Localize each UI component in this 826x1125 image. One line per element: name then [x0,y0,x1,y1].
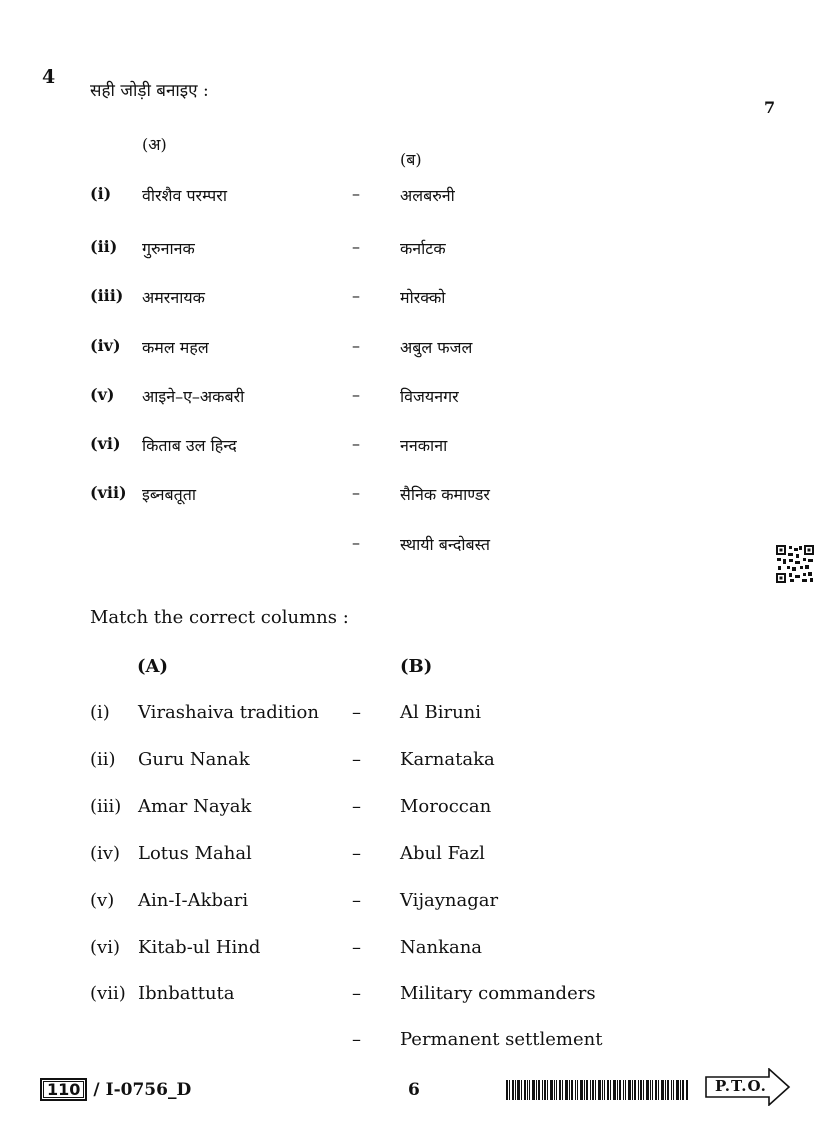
english-row [0,796,826,826]
row-dash: – [352,983,361,1004]
row-number: (iii) [90,796,122,817]
row-match: ननकाना [400,436,448,455]
row-number: (v) [90,385,115,404]
question-marks: 7 [764,98,776,117]
hindi-row [0,184,826,214]
row-number: (ii) [90,749,116,770]
english-row [0,749,826,779]
row-match: स्थायी बन्दोबस्त [400,535,490,554]
row-item: कमल महल [142,338,209,357]
row-item: Guru Nanak [138,749,250,770]
row-dash: – [352,184,360,203]
row-match: Moroccan [400,796,492,817]
row-match: Abul Fazl [400,843,485,864]
row-match: Karnataka [400,749,495,770]
row-dash: – [352,286,360,305]
row-number: (vii) [90,983,126,1004]
row-dash: – [352,749,361,770]
row-dash: – [352,336,360,355]
row-number: (vi) [90,434,121,453]
hindi-row [0,533,826,563]
hindi-row [0,385,826,415]
row-match: अबुल फजल [400,338,473,357]
pto-label: P.T.O. [715,1077,767,1095]
hindi-row [0,237,826,267]
english-row [0,937,826,967]
hindi-column-a-heading: (अ) [142,135,167,154]
row-number: (vii) [90,483,127,502]
hindi-row [0,483,826,513]
row-match: अलबरुनी [400,186,455,205]
row-dash: – [352,890,361,911]
row-dash: – [352,434,360,453]
english-instruction: Match the correct columns : [90,607,349,628]
english-column-b-heading: (B) [400,656,433,677]
row-number: (ii) [90,237,118,256]
english-row [0,890,826,920]
row-item: अमरनायक [142,288,205,307]
row-dash: – [352,483,360,502]
hindi-row [0,286,826,316]
row-match: विजयनगर [400,387,459,406]
row-item: गुरुनानक [142,239,195,258]
row-dash: – [352,385,360,404]
row-item: Virashaiva tradition [138,702,319,723]
row-dash: – [352,843,361,864]
hindi-column-b-heading: (ब) [400,150,422,169]
row-match: Military commanders [400,983,596,1004]
row-item: आइने–ए–अकबरी [142,387,245,406]
series-code: I-0756_D [105,1079,192,1100]
row-match: कर्नाटक [400,239,446,258]
qr-code-icon [776,545,814,583]
row-number: (iv) [90,336,121,355]
row-number: (iii) [90,286,124,305]
row-dash: – [352,796,361,817]
row-item: वीरशैव परम्परा [142,186,227,205]
row-dash: – [352,533,360,552]
row-match: सैनिक कमाण्डर [400,485,490,504]
page-number: 6 [408,1080,420,1100]
row-number: (v) [90,890,115,911]
row-number: (i) [90,702,110,723]
row-number: (i) [90,184,112,203]
english-column-a-heading: (A) [137,656,168,677]
row-match: Al Biruni [400,702,482,723]
barcode-icon [506,1080,688,1100]
hindi-row [0,434,826,464]
row-item: किताब उल हिन्द [142,436,237,455]
row-dash: – [352,937,361,958]
row-item: Amar Nayak [138,796,252,817]
row-number: (vi) [90,937,120,958]
english-row [0,843,826,873]
row-match: Permanent settlement [400,1029,603,1050]
row-item: Ain-I-Akbari [138,890,249,911]
hindi-instruction: सही जोड़ी बनाइए : [90,81,209,101]
row-dash: – [352,1029,361,1050]
paper-code-box: 110 [40,1078,87,1101]
question-number: 4 [42,66,56,88]
paper-code [40,1078,191,1101]
code-separator: / [93,1079,100,1100]
row-match: Nankana [400,937,483,958]
english-row [0,1029,826,1059]
row-item: इब्नबतूता [142,485,197,504]
row-dash: – [352,702,361,723]
english-row [0,983,826,1013]
row-item: Ibnbattuta [138,983,235,1004]
row-dash: – [352,237,360,256]
row-item: Kitab-ul Hind [138,937,261,958]
row-match: मोरक्को [400,288,446,307]
row-item: Lotus Mahal [138,843,252,864]
row-match: Vijaynagar [400,890,499,911]
hindi-row [0,336,826,366]
row-number: (iv) [90,843,120,864]
english-row [0,702,826,732]
